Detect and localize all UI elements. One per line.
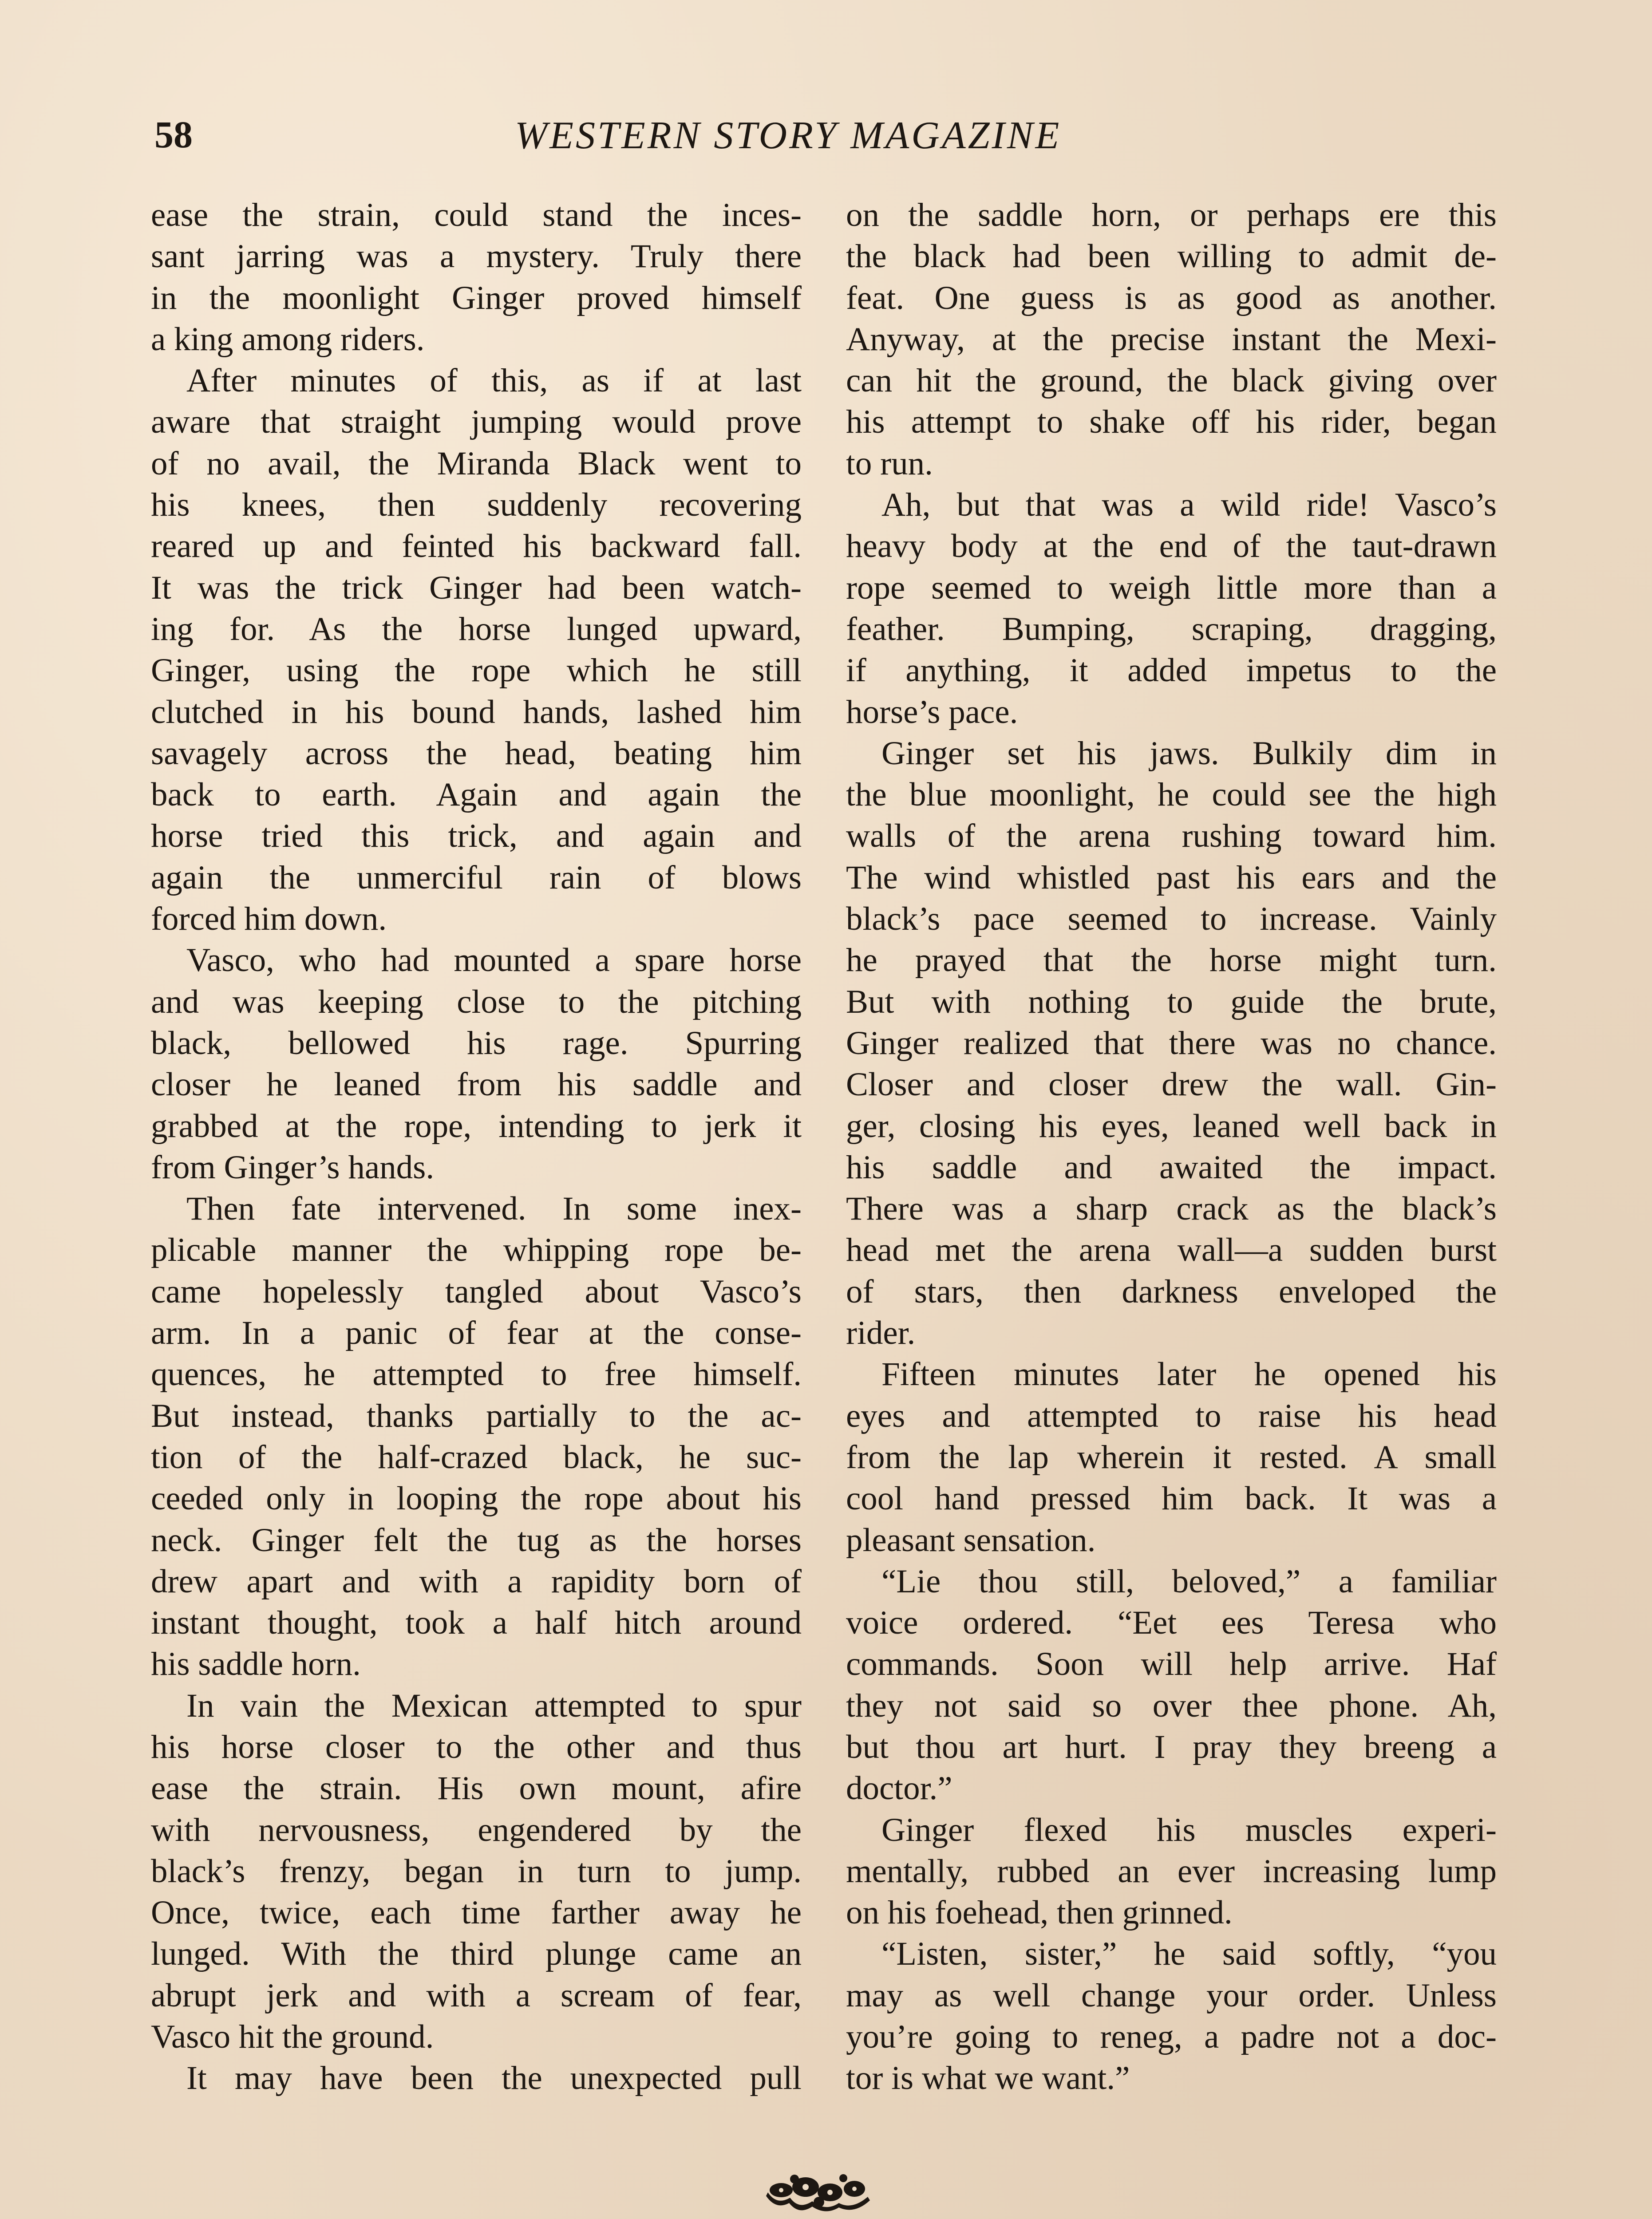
text-line: There was a sharp crack as the black’s [846, 1190, 1497, 1228]
text-line: tion of the half-crazed black, he suc- [151, 1438, 802, 1476]
text-line: ceeded only in looping the rope about his [151, 1480, 802, 1517]
text-line: from the lap wherein it rested. A small [846, 1438, 1497, 1476]
text-line: reared up and feinted his backward fall. [151, 528, 802, 565]
text-line: aware that straight jumping would prove [151, 403, 802, 441]
text-line: he prayed that the horse might turn. [846, 942, 1497, 979]
text-line: on the saddle horn, or perhaps ere this [846, 197, 1497, 233]
text-line: on his foehead, then grinned. [846, 1894, 1233, 1931]
text-line: they not said so over thee phone. Ah, [846, 1687, 1497, 1724]
text-line: walls of the arena rushing toward him. [846, 817, 1497, 855]
text-line: ease the strain. His own mount, afire [151, 1770, 802, 1807]
text-line: It was the trick Ginger had been watch- [151, 569, 802, 606]
text-line: his knees, then suddenly recovering [151, 486, 802, 524]
text-line: his saddle and awaited the impact. [846, 1149, 1497, 1186]
text-line: back to earth. Again and again the [151, 776, 802, 813]
text-line: drew apart and with a rapidity born of [151, 1563, 802, 1600]
text-line: of stars, then darkness enveloped the [846, 1273, 1497, 1310]
text-line: black, bellowed his rage. Spurring [151, 1024, 802, 1062]
text-line: Once, twice, each time farther away he [151, 1894, 802, 1931]
text-line: ing for. As the horse lunged upward, [151, 610, 802, 648]
text-line: of no avail, the Miranda Black went to [151, 445, 802, 482]
text-line: savagely across the head, beating him [151, 734, 802, 772]
text-line: but thou art hurt. I pray they breeng a [846, 1728, 1497, 1765]
text-line: cool hand pressed him back. It was a [846, 1480, 1497, 1517]
text-line: eyes and attempted to raise his head [846, 1397, 1497, 1434]
floral-ornament-icon [763, 2166, 874, 2215]
text-line: lunged. With the third plunge came an [151, 1935, 802, 1973]
text-line: The wind whistled past his ears and the [846, 859, 1497, 896]
text-line: voice ordered. “Eet ees Teresa who [846, 1604, 1497, 1642]
text-line: came hopelessly tangled about Vasco’s [151, 1273, 802, 1310]
text-line: with nervousness, engendered by the [151, 1811, 802, 1848]
text-line: ease the strain, could stand the inces- [151, 197, 802, 233]
text-line: Ginger flexed his muscles experi- [881, 1811, 1497, 1848]
left-column [151, 194, 802, 2099]
text-line: and was keeping close to the pitching [151, 983, 802, 1020]
text-line: may as well change your order. Unless [846, 1977, 1497, 2014]
text-line: grabbed at the rope, intending to jerk it [151, 1107, 802, 1145]
text-line: Ginger, using the rope which he still [151, 652, 802, 689]
text-line: Ginger set his jaws. Bulkily dim in [881, 734, 1497, 772]
text-line: It may have been the unexpected pull [186, 2060, 802, 2097]
text-line: his attempt to shake off his rider, began [846, 403, 1497, 441]
text-line: commands. Soon will help arrive. Haf [846, 1646, 1497, 1683]
text-line: feather. Bumping, scraping, dragging, [846, 610, 1497, 648]
text-line: “Lie thou still, beloved,” a familiar [881, 1563, 1497, 1600]
running-head-title: WESTERN STORY MAGAZINE [515, 114, 1062, 157]
text-line: After minutes of this, as if at last [186, 362, 802, 399]
page-number: 58 [154, 113, 193, 156]
text-line: neck. Ginger felt the tug as the horses [151, 1521, 802, 1559]
text-line: forced him down. [151, 900, 387, 938]
text-line: ger, closing his eyes, leaned well back in [846, 1107, 1497, 1145]
right-column [846, 194, 1497, 2099]
text-line: mentally, rubbed an ever increasing lump [846, 1852, 1497, 1890]
text-line: can hit the ground, the black giving over [846, 362, 1497, 399]
text-line: But instead, thanks partially to the ac- [151, 1397, 802, 1434]
text-line: from Ginger’s hands. [151, 1149, 435, 1186]
text-line: instant thought, took a half hitch around [151, 1604, 802, 1642]
text-line: Fifteen minutes later he opened his [881, 1356, 1497, 1393]
text-line: tor is what we want.” [846, 2060, 1130, 2097]
text-line: you’re going to reneg, a padre not a doc- [846, 2018, 1497, 2056]
text-line: rider. [846, 1315, 916, 1352]
text-line: In vain the Mexican attempted to spur [186, 1687, 802, 1724]
text-line: black’s frenzy, began in turn to jump. [151, 1852, 802, 1890]
text-line: clutched in his bound hands, lashed him [151, 693, 802, 730]
text-line: Anyway, at the precise instant the Mexi- [846, 320, 1497, 358]
text-line: abrupt jerk and with a scream of fear, [151, 1977, 802, 2014]
text-line: rope seemed to weigh little more than a [846, 569, 1497, 606]
text-line: doctor.” [846, 1770, 952, 1807]
text-line: closer he leaned from his saddle and [151, 1066, 802, 1103]
text-line: to run. [846, 445, 933, 482]
text-line: “Listen, sister,” he said softly, “you [881, 1935, 1497, 1973]
text-line: Vasco hit the ground. [151, 2018, 434, 2056]
text-line: a king among riders. [151, 320, 425, 358]
text-line: feat. One guess is as good as another. [846, 279, 1497, 316]
text-line: quences, he attempted to free himself. [151, 1356, 802, 1393]
text-line: his horse closer to the other and thus [151, 1728, 802, 1765]
text-line: But with nothing to guide the brute, [846, 983, 1497, 1020]
text-line: plicable manner the whipping rope be- [151, 1232, 802, 1269]
text-line: the blue moonlight, he could see the high [846, 776, 1497, 813]
text-line: again the unmerciful rain of blows [151, 859, 802, 896]
text-line: Ah, but that was a wild ride! Vasco’s [881, 486, 1497, 524]
text-line: arm. In a panic of fear at the conse- [151, 1315, 802, 1352]
text-line: his saddle horn. [151, 1646, 361, 1683]
text-line: the black had been willing to admit de- [846, 238, 1497, 275]
text-line: head met the arena wall—a sudden burst [846, 1232, 1497, 1269]
text-line: black’s pace seemed to increase. Vainly [846, 900, 1497, 938]
text-line: if anything, it added impetus to the [846, 652, 1497, 689]
text-line: Ginger realized that there was no chance. [846, 1024, 1497, 1062]
text-line: heavy body at the end of the taut-drawn [846, 528, 1497, 565]
text-line: sant jarring was a mystery. Truly there [151, 238, 802, 275]
text-line: in the moonlight Ginger proved himself [151, 279, 802, 316]
text-line: horse tried this trick, and again and [151, 817, 802, 855]
text-line: Closer and closer drew the wall. Gin- [846, 1066, 1497, 1103]
text-line: Vasco, who had mounted a spare horse [186, 942, 802, 979]
text-line: horse’s pace. [846, 693, 1018, 730]
text-line: pleasant sensation. [846, 1521, 1096, 1559]
text-line: Then fate intervened. In some inex- [186, 1190, 802, 1228]
